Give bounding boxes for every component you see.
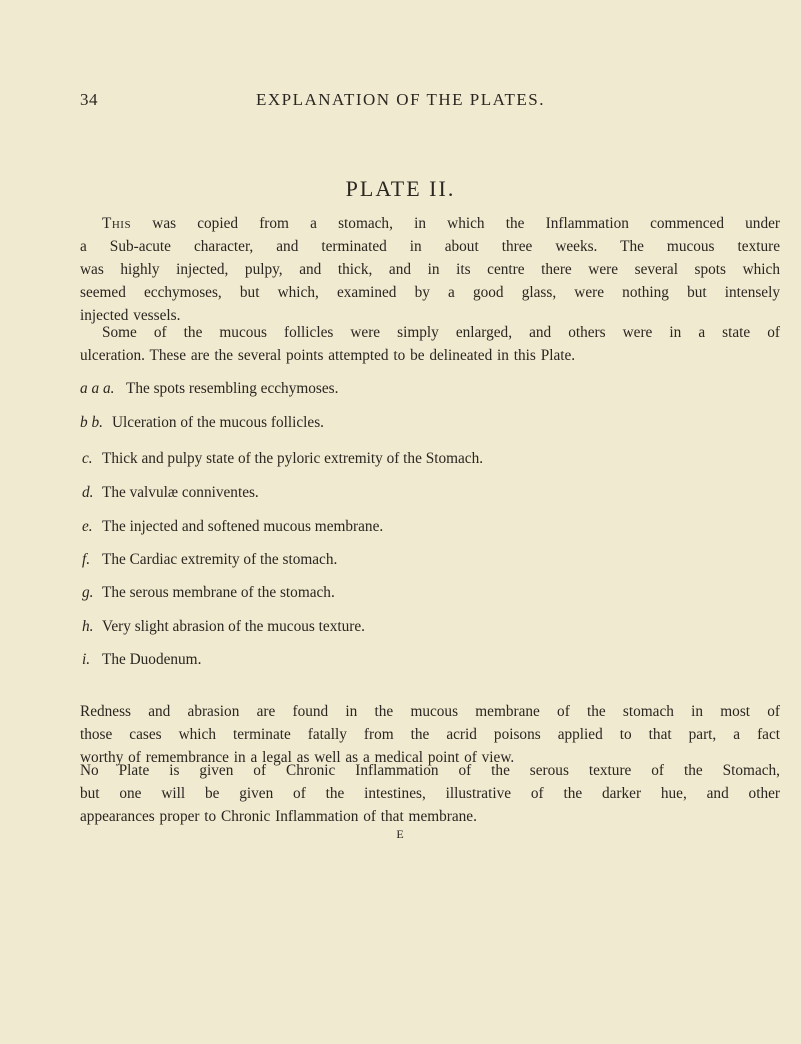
paragraph-line: those cases which terminate fatally from the acrid poisons applied to that part, a fact: [80, 726, 780, 743]
key-text: The Duodenum.: [102, 651, 202, 668]
key-text: The valvulæ conniventes.: [102, 484, 259, 501]
paragraph-line: ulceration. These are the several points attempted to be delineated in this Plate.: [80, 347, 576, 364]
paragraph-line: appearances proper to Chronic Inflammation of that membrane.: [80, 808, 477, 825]
paragraph-line: seemed ecchymoses, but which, examined by a good glass, were nothing but intensely: [80, 284, 780, 301]
paragraph-follicles: [80, 321, 780, 367]
key-text: The injected and softened mucous membrane.: [102, 518, 384, 535]
paragraph-line: but one will be given of the intestines, illustrative of the darker hue, and other: [80, 785, 780, 802]
paragraph-line: [80, 212, 780, 235]
key-letter: c.: [82, 450, 93, 467]
paragraph-line: Redness and abrasion are found in the mucous membrane of the stomach in most of: [80, 703, 780, 720]
paragraph-line: worthy of remembrance in a legal as well as a medical point of view.: [80, 749, 515, 766]
key-letter: a a a.: [80, 380, 115, 397]
key-text: Very slight abrasion of the mucous texture.: [102, 618, 365, 635]
key-text: The Cardiac extremity of the stomach.: [102, 551, 338, 568]
key-letter: b b.: [80, 414, 103, 431]
paragraph-line: injected vessels.: [80, 307, 181, 324]
key-text: Ulceration of the mucous follicles.: [112, 414, 324, 431]
page-number: 34: [80, 90, 98, 109]
key-letter: f.: [82, 551, 91, 568]
line-text: was copied from a stomach, in which the Inflammation commenced under: [131, 215, 780, 232]
key-text: Thick and pulpy state of the pyloric extremity of the Stomach.: [102, 450, 484, 467]
key-letter: i.: [82, 651, 91, 668]
paragraph-line: a Sub-acute character, and terminated in about three weeks. The mucous texture: [80, 238, 780, 255]
paragraph-chronic: [80, 759, 780, 828]
key-letter: e.: [82, 518, 93, 535]
paragraph-line: No Plate is given of Chronic Inflammation of the serous texture of the Stomach,: [80, 762, 780, 779]
key-text: The serous membrane of the stomach.: [102, 584, 335, 601]
plate-title: PLATE II.: [345, 176, 456, 201]
signature-mark: E: [396, 827, 405, 841]
paragraph-description: [80, 212, 780, 327]
key-letter: h.: [82, 618, 94, 635]
running-head: [0, 90, 801, 114]
running-title: EXPLANATION OF THE PLATES.: [256, 90, 545, 109]
key-text: The spots resembling ecchymoses.: [126, 380, 339, 397]
lead-word: This: [102, 215, 132, 232]
key-letter: g.: [82, 584, 94, 601]
paragraph-line: was highly injected, pulpy, and thick, and in its centre there were several spots which: [80, 261, 780, 278]
key-letter: d.: [82, 484, 94, 501]
paragraph-line: Some of the mucous follicles were simply enlarged, and others were in a state of: [102, 324, 780, 341]
